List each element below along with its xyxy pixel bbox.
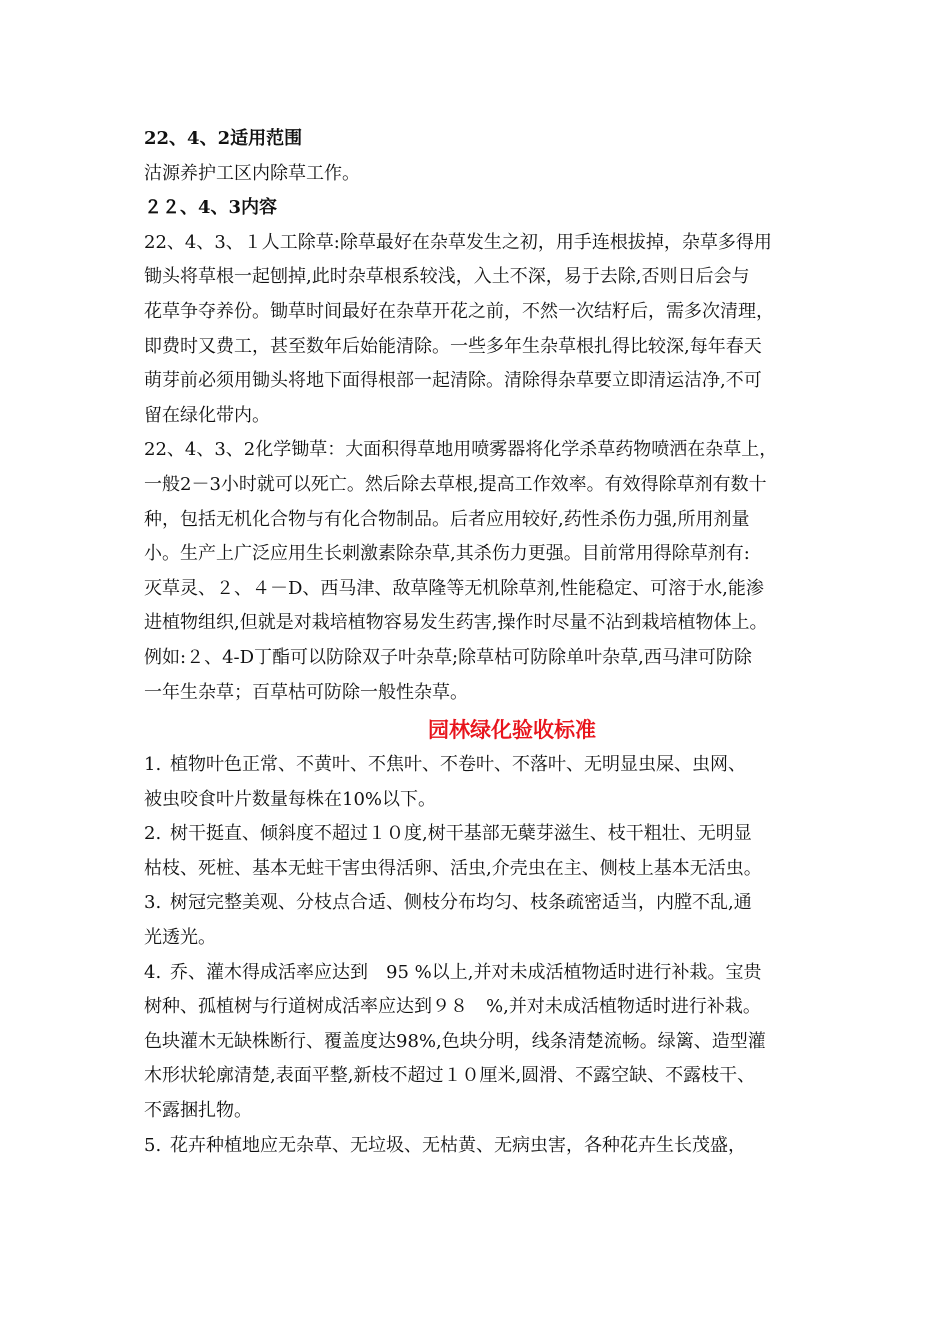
text-line <box>144 817 820 852</box>
section-title-acceptance-standard: 园林绿化验收标准 <box>428 718 596 743</box>
text-line: 锄头将草根一起刨掉,此时杂草根系较浅，入土不深，易于去除,否则日后会与 <box>144 266 750 288</box>
text-line: 例如:２、4-D丁酯可以防除双子叶杂草;除草枯可防除单叶杂草,西马津可防除 <box>144 646 752 668</box>
item-number: 4. <box>144 961 162 983</box>
text-line: 萌芽前必须用锄头将地下面得根部一起清除。清除得杂草要立即清运洁净,不可 <box>144 370 762 392</box>
item-number: 1. <box>144 754 162 776</box>
section-heading-scope: 22、4、2适用范围 <box>144 128 303 149</box>
document-body <box>144 122 820 1163</box>
text-line: 留在绿化带内。 <box>144 404 270 426</box>
text-line: 一年生杂草；百草枯可防除一般性杂草。 <box>144 681 468 703</box>
list-item <box>144 1129 820 1164</box>
paragraph-manual-weeding <box>144 226 820 434</box>
acceptance-list <box>144 748 820 1163</box>
text-line: 枯枝、死桩、基本无蛀干害虫得活卵、活虫,介壳虫在主、侧枝上基本无活虫。 <box>144 857 762 879</box>
text-line: 不露捆扎物。 <box>144 1100 252 1122</box>
section-heading-content: ２２、4、3内容 <box>144 197 278 219</box>
paragraph-chemical-weeding <box>144 433 820 710</box>
item-text: 树冠完整美观、分枝点合适、侧枝分布均匀、枝条疏密适当，内膛不乱,通 <box>170 892 752 914</box>
item-number: 5. <box>144 1134 162 1156</box>
text-line: 即费时又费工，甚至数年后始能清除。一些多年生杂草根扎得比较深,每年春天 <box>144 335 762 357</box>
text-line: 进植物组织,但就是对栽培植物容易发生药害,操作时尽量不沾到栽培植物体上。 <box>144 612 768 634</box>
text-line <box>144 1129 820 1164</box>
text-line: 灭草灵、２、４－D、西马津、敌草隆等无机除草剂,性能稳定、可溶于水,能渗 <box>144 577 764 599</box>
item-text: 树干挺直、倾斜度不超过１０度,树干基部无蘖芽滋生、枝干粗壮、无明显 <box>170 823 752 845</box>
list-item <box>144 748 820 817</box>
text-line: 小。生产上广泛应用生长刺激素除杂草,其杀伤力更强。目前常用得除草剂有: <box>144 543 750 565</box>
text-line <box>144 956 820 991</box>
text-line: 树种、孤植树与行道树成活率应达到９８ %,并对未成活植物适时进行补栽。 <box>144 996 761 1018</box>
list-item <box>144 817 820 886</box>
text-line <box>144 748 820 783</box>
list-item <box>144 886 820 955</box>
text-line: 22、4、3、１人工除草:除草最好在杂草发生之初，用手连根拔掉，杂草多得用 <box>144 231 772 253</box>
text-line: 花草争夺养份。锄草时间最好在杂草开花之前，不然一次结籽后，需多次清理， <box>144 300 774 322</box>
text-line: 色块灌木无缺株断行、覆盖度达98%,色块分明，线条清楚流畅。绿篱、造型灌 <box>144 1030 766 1052</box>
item-number: 2. <box>144 823 162 845</box>
item-text: 植物叶色正常、不黄叶、不焦叶、不卷叶、不落叶、无明显虫屎、虫网、 <box>170 754 746 776</box>
list-item <box>144 956 820 1129</box>
text-line: 光透光。 <box>144 927 216 949</box>
scope-text: 沽源养护工区内除草工作。 <box>144 162 360 184</box>
item-number: 3. <box>144 892 162 914</box>
text-line: 木形状轮廓清楚,表面平整,新枝不超过１０厘米,圆滑、不露空缺、不露枝干、 <box>144 1065 756 1087</box>
text-line: 一般2－3小时就可以死亡。然后除去草根,提高工作效率。有效得除草剂有数十 <box>144 473 767 495</box>
text-line: 22、4、3、2化学锄草：大面积得草地用喷雾器将化学杀草药物喷洒在杂草上， <box>144 439 778 461</box>
item-text: 乔、灌木得成活率应达到 95 %以上,并对未成活植物适时进行补栽。宝贵 <box>170 961 762 983</box>
text-line: 被虫咬食叶片数量每株在10%以下。 <box>144 788 437 810</box>
text-line: 种，包括无机化合物与有化合物制品。后者应用较好,药性杀伤力强,所用剂量 <box>144 508 750 530</box>
text-line <box>144 886 820 921</box>
item-text: 花卉种植地应无杂草、无垃圾、无枯黄、无病虫害，各种花卉生长茂盛， <box>170 1134 746 1156</box>
